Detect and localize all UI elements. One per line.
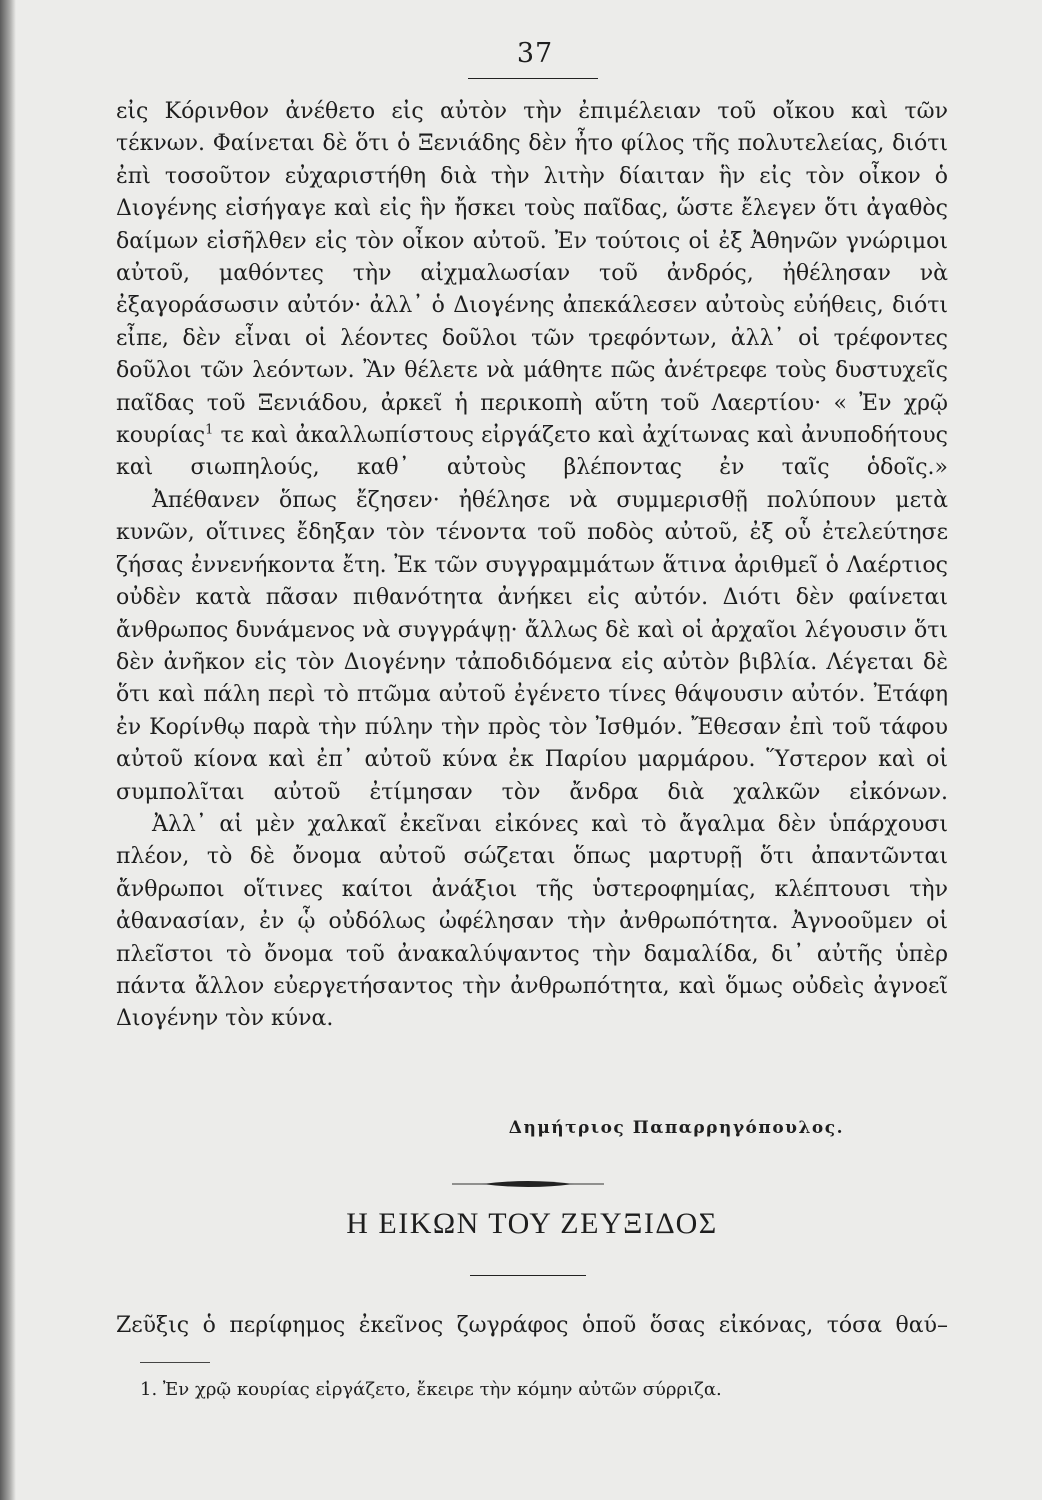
paragraph-1-end: τε καὶ ἀκαλλωπίστους εἰργάζετο καὶ ἀχίτωνας καὶ ἀνυποδήτους καὶ σιωπηλούς, καθ᾽ αὐτοὺς βλέποντας ἐν ταῖς ὁδοῖς.» (116, 423, 948, 481)
paragraph-1-text: εἰς Κόρινθον ἀνέθετο εἰς αὐτὸν τὴν ἐπιμέλειαν τοῦ οἴκου καὶ τῶν τέκνων. Φαίνεται δὲ ὅτι ὁ Ξενιάδης δὲν ἦτο φίλος τῆς πολυτελείας, διότι ἐπὶ τοσοῦτον εὐχαριστήθη διὰ τὴν λιτὴν δίαιταν ἣν εἰς τὸν οἶκον ὁ Διογένης εἰσήγαγε καὶ εἰς ἣν ἤσκει τοὺς παῖδας, ὥστε ἔλεγεν ὅτι ἀγαθὸς δαίμων εἰσῆλθεν εἰς τὸν οἶκον αὐτοῦ. Ἐν τούτοις οἱ ἐξ Ἀθηνῶν γνώριμοι αὐτοῦ, μαθόντες τὴν αἰχμαλωσίαν τοῦ ἀνδρός, ἠθέλησαν νὰ ἐξαγοράσωσιν αὐτόν· ἀλλ᾽ ὁ Διογένης ἀπεκάλεσεν αὐτοὺς εὐήθεις, διότι εἶπε, δὲν εἶναι οἱ λέοντες δοῦλοι τῶν τρεφόντων, ἀλλ᾽ οἱ τρέφοντες δοῦλοι τῶν λεόντων. Ἂν θέλετε νὰ μάθητε πῶς ἀνέτρεφε τοὺς δυστυχεῖς παῖδας τοῦ Ξενιάδου, ἀρκεῖ ἡ περικοπὴ αὕτη τοῦ Λαερτίου· « Ἐν χρῷ κουρίας (116, 99, 948, 449)
next-article-intro (116, 1310, 948, 1342)
paragraph-2: Ἀπέθανεν ὅπως ἔζησεν· ἠθέλησε νὰ συμμερισθῇ πολύπουν μετὰ κυνῶν, οἵτινες ἔδηξαν τὸν τένοντα τοῦ ποδὸς αὐτοῦ, ἐξ οὗ ἐτελεύτησε ζήσας ἐννενήκοντα ἔτη. Ἐκ τῶν συγγραμμάτων ἅτινα ἀριθμεῖ ὁ Λαέρτιος οὐδὲν κατὰ πᾶσαν πιθανότητα ἀνήκει εἰς αὐτόν. Διότι δὲν φαίνεται ἄνθρωπος δυνάμενος νὰ συγγράψῃ· ἄλλως δὲ καὶ οἱ ἀρχαῖοι λέγουσιν ὅτι δὲν ἀνῆκον εἰς τὸν Διογένην τἀποδιδόμενα εἰς αὐτὸν βιβλία. Λέγεται δὲ ὅτι καὶ πάλη περὶ τὸ πτῶμα αὐτοῦ ἐγένετο τίνες θάψουσιν αὐτόν. Ἐτάφη ἐν Κορίνθῳ παρὰ τὴν πύλην τὴν πρὸς τὸν Ἰσθμόν. Ἔθεσαν ἐπὶ τοῦ τάφου αὐτοῦ κίονα καὶ ἐπ᾽ αὐτοῦ κύνα ἐκ Παρίου μαρμάρου. Ὕστερον καὶ οἱ συμπολῖται αὐτοῦ ἐτίμησαν τὸν ἄνδρα διὰ χαλκῶν εἰκόνων. (116, 487, 948, 805)
page-number: 37 (516, 38, 554, 69)
page-binding-edge (0, 0, 16, 1500)
divider-ornament (452, 1178, 604, 1190)
footnote-reference: 1 (205, 422, 214, 438)
footnote-rule (140, 1362, 210, 1363)
header-rule (468, 78, 598, 79)
footnote-text: Ἐν χρῷ κουρίας εἰργάζετο, ἔκειρε τὴν κόμην αὐτῶν σύρριζα. (162, 1379, 722, 1400)
footnote-number: 1. (140, 1379, 158, 1400)
article-body (116, 96, 948, 1036)
footnote (140, 1376, 948, 1404)
title-rule (470, 1275, 586, 1276)
author-signature: Δημήτριος Παπαρρηγόπουλος. (508, 1118, 844, 1138)
paragraph-3: Ἀλλ᾽ αἱ μὲν χαλκαῖ ἐκεῖναι εἰκόνες καὶ τὸ ἄγαλμα δὲν ὑπάρχουσι πλέον, τὸ δὲ ὄνομα αὐτοῦ σώζεται ὅπως μαρτυρῇ ὅτι ἀπαντῶνται ἄνθρωποι οἵτινες καίτοι ἀνάξιοι τῆς ὑστεροφημίας, κλέπτουσι τὴν ἀθανασίαν, ἐν ᾧ οὐδόλως ὠφέλησαν τὴν ἀνθρωπότητα. Ἀγνοοῦμεν οἱ πλεῖστοι τὸ ὄνομα τοῦ ἀνακαλύψαντος τὴν δαμαλίδα, δι᾽ αὐτῆς ὑπὲρ πάντα ἄλλον εὐεργετήσαντος τὴν ἀνθρωπότητα, καὶ ὅμως οὐδεὶς ἀγνοεῖ Διογένην τὸν κύνα. (116, 811, 948, 1032)
paragraph-1 (116, 96, 948, 485)
next-article-opening-line: Ζεῦξις ὁ περίφημος ἐκεῖνος ζωγράφος ὁποῦ ὅσας εἰκόνας, τόσα θαύ– (116, 1313, 948, 1338)
section-title: Η ΕΙΚΩΝ ΤΟΥ ΖΕΥΞΙΔΟΣ (346, 1207, 718, 1240)
